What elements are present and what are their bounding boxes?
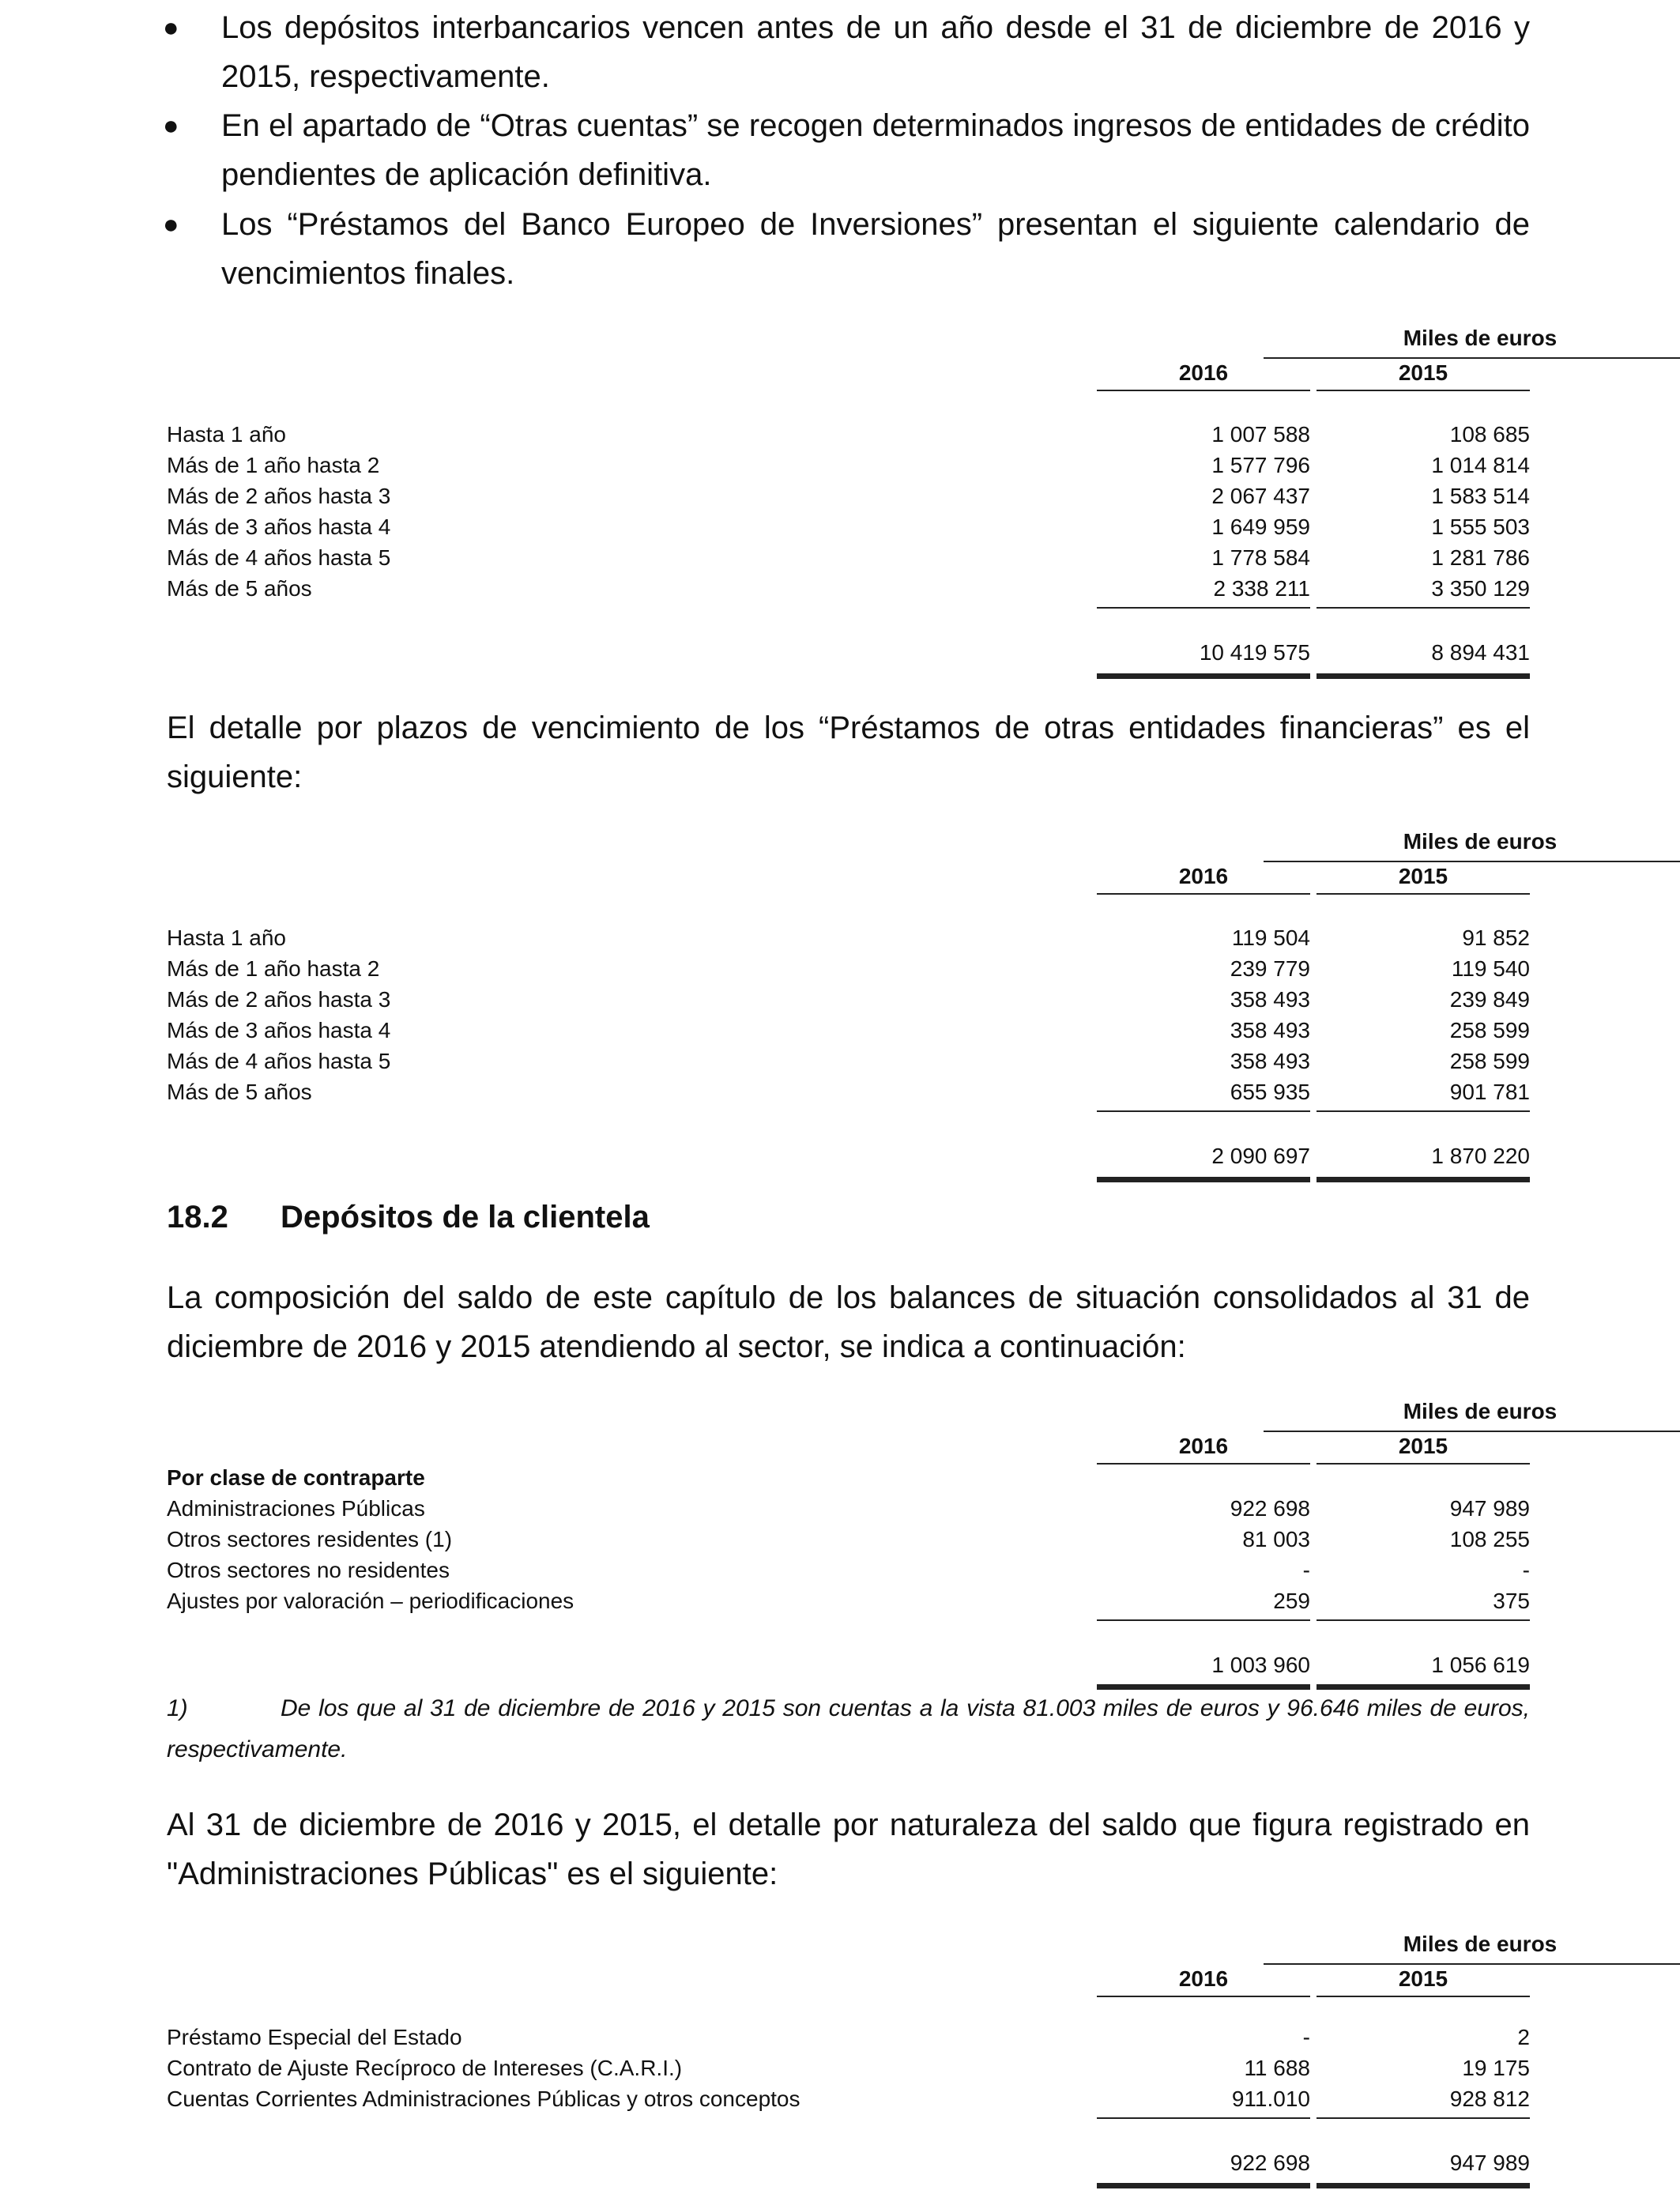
year-header-2016: 2016 xyxy=(1178,1434,1229,1458)
value-2015: 928 812 xyxy=(1449,2087,1530,2111)
divider xyxy=(1264,1963,1680,1965)
double-divider xyxy=(1317,673,1530,679)
row-label: Más de 4 años hasta 5 xyxy=(167,545,391,570)
row-label: Cuentas Corrientes Administraciones Públicas y otros conceptos xyxy=(167,2087,800,2111)
value-2016: 259 xyxy=(1273,1589,1310,1613)
value-2015: 108 685 xyxy=(1449,422,1530,447)
value-2015: - xyxy=(1522,1558,1530,1582)
year-header-2015: 2015 xyxy=(1398,1434,1448,1458)
total-2015: 947 989 xyxy=(1449,2151,1530,2175)
total-2015: 8 894 431 xyxy=(1431,640,1530,665)
total-row xyxy=(167,1653,1530,1684)
divider xyxy=(1097,1996,1310,1997)
value-2016: 1 577 796 xyxy=(1211,453,1310,477)
value-2016: 239 779 xyxy=(1230,956,1310,981)
year-header-2016: 2016 xyxy=(1178,864,1229,888)
bullet-icon: ● xyxy=(163,13,179,43)
paragraph: El detalle por plazos de vencimiento de los “Préstamos de otras entidades financieras” es el siguiente: xyxy=(167,711,1530,794)
row-label: Otros sectores residentes (1) xyxy=(167,1527,453,1551)
value-2015: 375 xyxy=(1493,1589,1530,1613)
footnote-text: De los que al 31 de diciembre de 2016 y 2015 son cuentas a la vista 81.003 miles de euros y 96.646 miles de euros, respectivamente. xyxy=(167,1695,1530,1762)
double-divider xyxy=(1317,1177,1530,1182)
table-row xyxy=(167,2087,1530,2118)
divider xyxy=(1317,390,1530,391)
unit-header: Miles de euros xyxy=(1403,326,1558,350)
value-2016: - xyxy=(1302,1558,1310,1582)
value-2016: 358 493 xyxy=(1230,1018,1310,1042)
table-row xyxy=(167,2025,1530,2056)
table-row xyxy=(167,956,1530,988)
total-2015: 1 056 619 xyxy=(1431,1653,1530,1677)
total-2016: 1 003 960 xyxy=(1211,1653,1310,1677)
bullet-item xyxy=(163,101,1530,199)
bullet-icon: ● xyxy=(163,209,179,239)
value-2015: 901 781 xyxy=(1449,1080,1530,1104)
row-label: Contrato de Ajuste Recíproco de Intereses (C.A.R.I.) xyxy=(167,2056,683,2080)
row-label: Préstamo Especial del Estado xyxy=(167,2025,462,2049)
divider xyxy=(1097,390,1310,391)
value-2016: 1 007 588 xyxy=(1211,422,1310,447)
section-number: 18.2 xyxy=(167,1200,228,1235)
table-row xyxy=(167,987,1530,1019)
table-row xyxy=(167,576,1530,608)
row-label: Más de 2 años hasta 3 xyxy=(167,484,391,508)
value-2015: 1 583 514 xyxy=(1431,484,1530,508)
table-row xyxy=(167,484,1530,515)
value-2016: 1 778 584 xyxy=(1211,545,1310,570)
row-label: Más de 3 años hasta 4 xyxy=(167,1018,391,1042)
table-row xyxy=(167,1080,1530,1111)
year-header-2015: 2015 xyxy=(1398,360,1448,385)
value-2015: 3 350 129 xyxy=(1431,576,1530,601)
double-divider xyxy=(1097,673,1310,679)
value-2015: 108 255 xyxy=(1449,1527,1530,1551)
table-row xyxy=(167,1496,1530,1528)
row-label: Otros sectores no residentes xyxy=(167,1558,450,1582)
divider xyxy=(1317,2117,1530,2119)
total-row xyxy=(167,640,1530,672)
value-2016: 119 504 xyxy=(1231,925,1310,950)
value-2016: 81 003 xyxy=(1242,1527,1310,1551)
row-label: Hasta 1 año xyxy=(167,422,286,447)
row-label: Más de 5 años xyxy=(167,1080,312,1104)
row-label: Administraciones Públicas xyxy=(167,1496,425,1521)
value-2015: 1 281 786 xyxy=(1431,545,1530,570)
divider xyxy=(1097,2117,1310,2119)
row-label: Más de 5 años xyxy=(167,576,312,601)
value-2015: 947 989 xyxy=(1449,1496,1530,1521)
table-row xyxy=(167,1527,1530,1559)
total-2016: 922 698 xyxy=(1230,2151,1310,2175)
value-2015: 1 555 503 xyxy=(1431,515,1530,539)
row-label: Ajustes por valoración – periodificaciones xyxy=(167,1589,574,1613)
value-2015: 258 599 xyxy=(1449,1018,1530,1042)
double-divider xyxy=(1097,2183,1310,2188)
table-row xyxy=(167,2056,1530,2087)
value-2016: 1 649 959 xyxy=(1211,515,1310,539)
value-2015: 1 014 814 xyxy=(1431,453,1530,477)
total-row xyxy=(167,1144,1530,1175)
table-row xyxy=(167,515,1530,546)
row-label: Más de 2 años hasta 3 xyxy=(167,987,391,1012)
divider xyxy=(1097,893,1310,895)
row-label: Más de 3 años hasta 4 xyxy=(167,515,391,539)
table-row xyxy=(167,1558,1530,1589)
bullet-text: En el apartado de “Otras cuentas” se recogen determinados ingresos de entidades de crédito pendientes de aplicación definitiva. xyxy=(221,108,1530,192)
divider xyxy=(1317,607,1530,609)
divider xyxy=(1264,861,1680,862)
section-label: Por clase de contraparte xyxy=(167,1465,425,1490)
bullet-text: Los “Préstamos del Banco Europeo de Inversiones” presentan el siguiente calendario de vencimientos finales. xyxy=(221,207,1530,291)
value-2015: 91 852 xyxy=(1462,925,1530,950)
value-2016: 2 338 211 xyxy=(1213,576,1310,601)
footnote xyxy=(167,1688,1530,1770)
value-2015: 19 175 xyxy=(1462,2056,1530,2080)
divider xyxy=(1097,607,1310,609)
divider xyxy=(1264,1431,1680,1432)
table-row xyxy=(167,925,1530,957)
divider xyxy=(1097,1619,1310,1621)
value-2016: 911.010 xyxy=(1231,2087,1310,2111)
total-2015: 1 870 220 xyxy=(1431,1144,1530,1168)
divider xyxy=(1317,1619,1530,1621)
value-2016: 358 493 xyxy=(1230,1049,1310,1073)
value-2015: 239 849 xyxy=(1449,987,1530,1012)
divider xyxy=(1097,1110,1310,1112)
bullet-icon: ● xyxy=(163,111,179,141)
unit-header: Miles de euros xyxy=(1403,1932,1558,1956)
year-header-2015: 2015 xyxy=(1398,864,1448,888)
year-header-2016: 2016 xyxy=(1178,1966,1229,1991)
divider xyxy=(1317,893,1530,895)
value-2015: 119 540 xyxy=(1451,956,1530,981)
year-header-2016: 2016 xyxy=(1178,360,1229,385)
value-2016: 11 688 xyxy=(1244,2056,1310,2080)
total-2016: 2 090 697 xyxy=(1211,1144,1310,1168)
double-divider xyxy=(1317,2183,1530,2188)
total-2016: 10 419 575 xyxy=(1199,640,1310,665)
value-2015: 2 xyxy=(1517,2025,1530,2049)
row-label: Más de 4 años hasta 5 xyxy=(167,1049,391,1073)
bullet-item xyxy=(163,200,1530,298)
paragraph: Al 31 de diciembre de 2016 y 2015, el detalle por naturaleza del saldo que figura registrado en "Administraciones Públicas" es el siguiente: xyxy=(167,1808,1530,1891)
row-label: Hasta 1 año xyxy=(167,925,286,950)
value-2016: 655 935 xyxy=(1230,1080,1310,1104)
bullet-item xyxy=(163,3,1530,101)
row-label: Más de 1 año hasta 2 xyxy=(167,453,380,477)
value-2016: 2 067 437 xyxy=(1211,484,1310,508)
year-header-2015: 2015 xyxy=(1398,1966,1448,1991)
value-2016: 358 493 xyxy=(1230,987,1310,1012)
divider xyxy=(1264,357,1680,359)
table-row xyxy=(167,422,1530,454)
divider xyxy=(1097,1463,1310,1465)
divider xyxy=(1317,1110,1530,1112)
table-row xyxy=(167,1589,1530,1620)
section-title: Depósitos de la clientela xyxy=(281,1200,650,1235)
section-heading xyxy=(167,1200,650,1235)
row-label: Más de 1 año hasta 2 xyxy=(167,956,380,981)
total-row xyxy=(167,2151,1530,2182)
footnote-number: 1) xyxy=(167,1695,188,1721)
value-2016: 922 698 xyxy=(1230,1496,1310,1521)
unit-header: Miles de euros xyxy=(1403,829,1558,854)
paragraph: La composición del saldo de este capítulo de los balances de situación consolidados al 31 de diciembre de 2016 y 2015 atendiendo al sector, se indica a continuación: xyxy=(167,1280,1530,1364)
value-2015: 258 599 xyxy=(1449,1049,1530,1073)
divider xyxy=(1317,1463,1530,1465)
section-row xyxy=(167,1465,1530,1497)
table-row xyxy=(167,453,1530,484)
bullet-text: Los depósitos interbancarios vencen antes de un año desde el 31 de diciembre de 2016 y 2015, respectivamente. xyxy=(221,10,1530,94)
double-divider xyxy=(1097,1177,1310,1182)
unit-header: Miles de euros xyxy=(1403,1399,1558,1423)
value-2016: - xyxy=(1302,2025,1310,2049)
table-row xyxy=(167,545,1530,577)
table-row xyxy=(167,1018,1530,1050)
table-row xyxy=(167,1049,1530,1080)
divider xyxy=(1317,1996,1530,1997)
